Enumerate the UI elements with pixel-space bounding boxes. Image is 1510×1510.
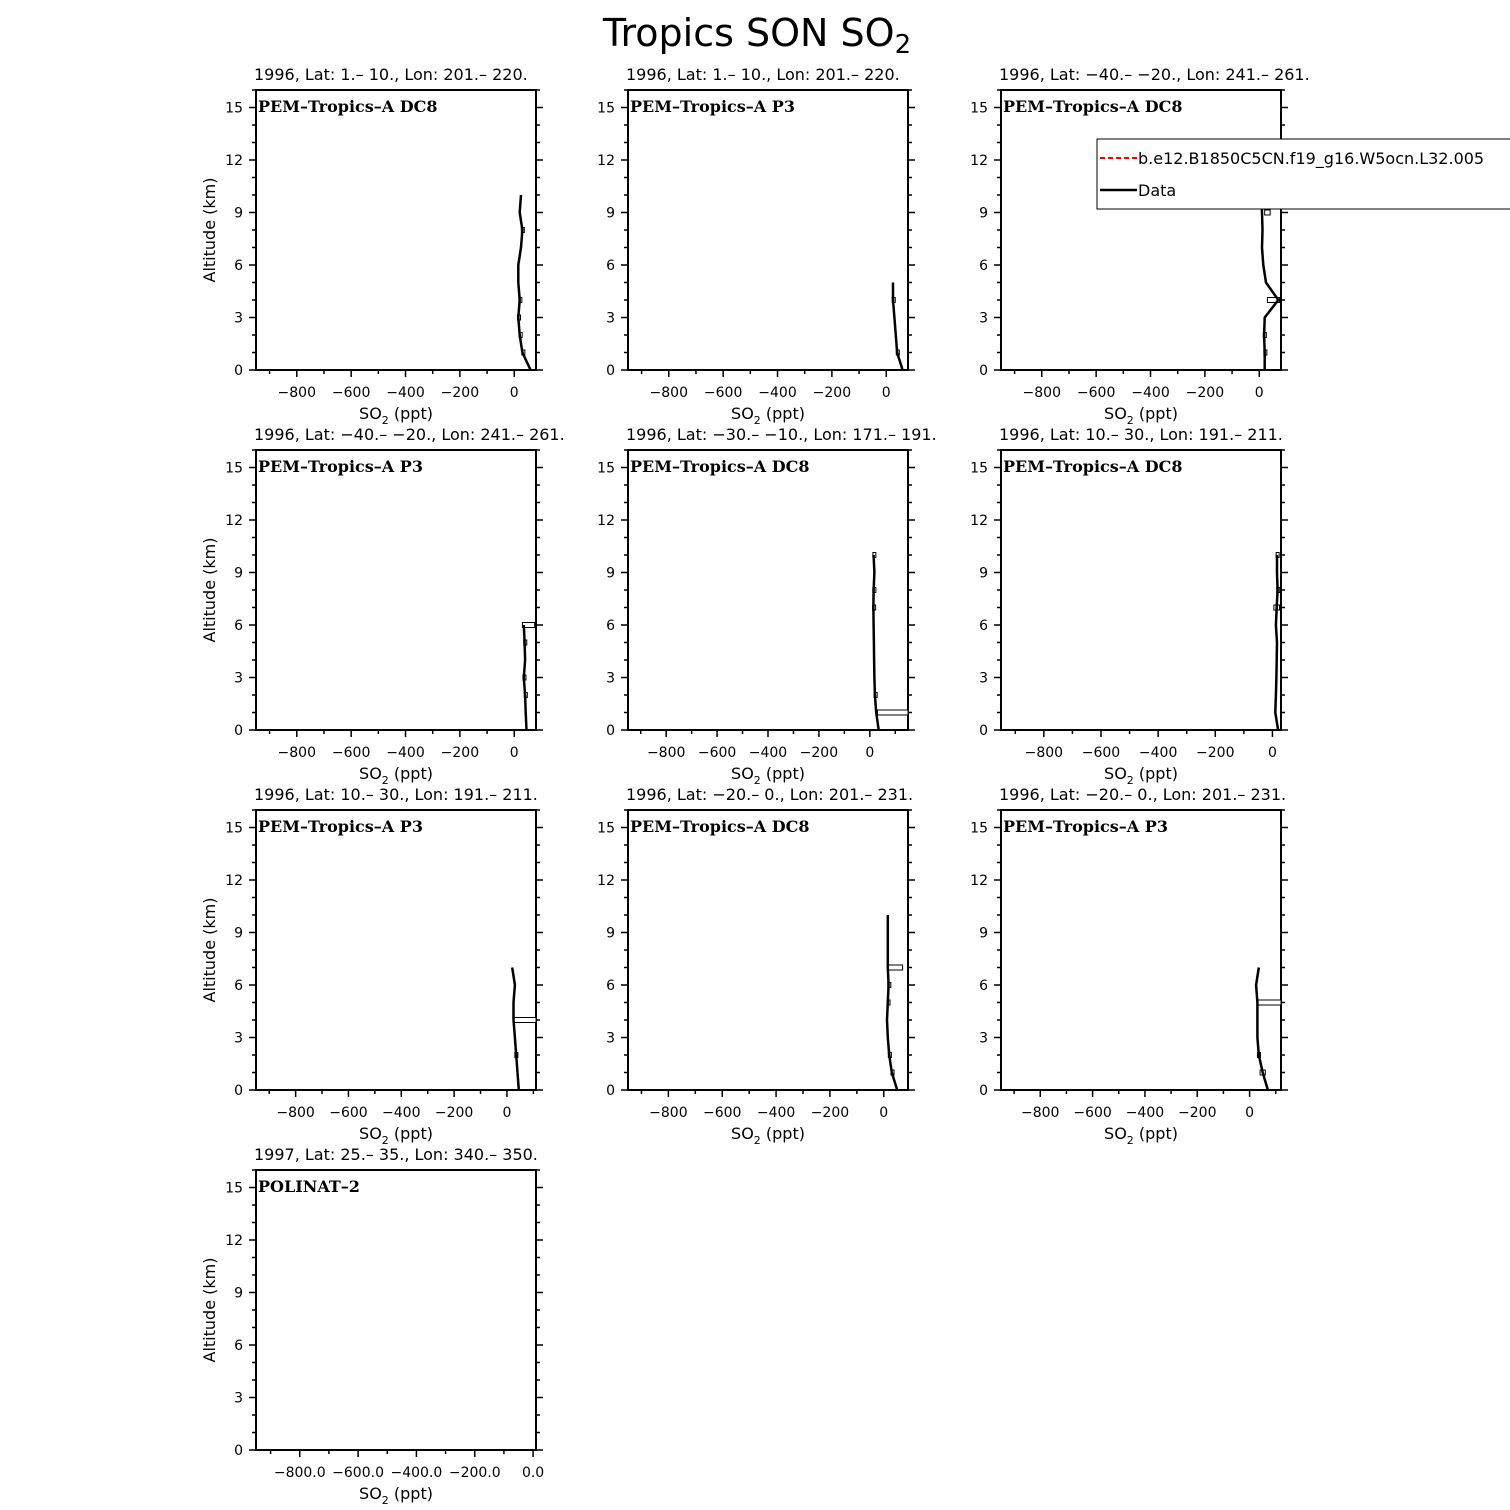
x-tick-label: 0 (1267, 745, 1277, 761)
y-tick-label: 0 (979, 1083, 988, 1099)
x-tick-label: −400 (1125, 1105, 1165, 1121)
mission-label: PEM–Tropics–A DC8 (1003, 97, 1183, 116)
legend (1097, 139, 1510, 209)
x-axis-label-unit: (ppt) (760, 404, 805, 423)
y-tick-label: 3 (606, 310, 615, 327)
panel-title: 1996, Lat: −40.– −20., Lon: 241.– 261. (999, 65, 1310, 84)
y-tick-label: 12 (225, 873, 243, 889)
x-tick-label: −200 (434, 1105, 474, 1121)
plot-frame (1001, 810, 1281, 1090)
x-axis-label (731, 1124, 805, 1147)
panel-2 (597, 65, 915, 427)
x-tick-label: −200.0 (448, 1465, 501, 1481)
x-axis-label-main: SO (1104, 1124, 1127, 1143)
x-tick-label: −200 (440, 385, 480, 401)
y-tick-label: 6 (979, 258, 988, 274)
panel-title: 1996, Lat: −20.– 0., Lon: 201.– 231. (999, 785, 1287, 804)
y-tick-label: 9 (979, 925, 988, 942)
panel-title: 1996, Lat: −30.– −10., Lon: 171.– 191. (626, 425, 937, 444)
x-axis-label-unit: (ppt) (1133, 404, 1178, 423)
x-tick-label: 0 (502, 1105, 512, 1121)
plot-frame (628, 450, 908, 730)
plot-frame (256, 90, 536, 370)
x-axis-label (1104, 404, 1178, 427)
y-tick-label: 6 (606, 618, 615, 634)
x-axis-label-main: SO (359, 404, 382, 423)
data-profile-line (1275, 555, 1278, 730)
x-tick-label: −600.0 (332, 1465, 384, 1481)
plot-frame (256, 810, 536, 1090)
plot-frame (1001, 450, 1281, 730)
panel-3 (970, 65, 1310, 427)
y-tick-label: 9 (234, 925, 243, 942)
y-tick-label: 3 (979, 1030, 988, 1047)
y-tick-label: 12 (597, 873, 615, 889)
x-tick-label: −800 (649, 385, 689, 401)
x-tick-label: −600 (703, 1105, 742, 1121)
y-tick-label: 15 (970, 820, 988, 837)
mission-label: PEM–Tropics–A P3 (258, 457, 423, 476)
x-tick-label: −200 (799, 745, 839, 761)
plot-frame (256, 1170, 536, 1450)
y-tick-label: 15 (225, 1180, 243, 1197)
mission-label: PEM–Tropics–A DC8 (630, 817, 810, 836)
plot-frame (1001, 90, 1281, 370)
x-axis-label (359, 404, 433, 427)
panel-9 (970, 785, 1288, 1147)
x-tick-label: 0.0 (521, 1465, 545, 1481)
x-tick-label: −600 (697, 745, 737, 761)
panel-7 (200, 785, 543, 1147)
y-tick-label: 0 (606, 723, 615, 739)
data-box (1257, 1000, 1281, 1005)
figure-title-subscript: 2 (894, 30, 912, 60)
mission-label: PEM–Tropics–A P3 (1003, 817, 1168, 836)
y-tick-label: 0 (979, 363, 988, 379)
y-tick-label: 3 (979, 310, 988, 327)
x-axis-label-subscript: 2 (381, 1494, 389, 1507)
y-tick-label: 6 (234, 1338, 243, 1354)
x-tick-label: −600 (331, 385, 371, 401)
figure-title-main: Tropics SON SO (602, 11, 895, 55)
panel-6 (970, 425, 1288, 787)
mission-label: PEM–Tropics–A P3 (630, 97, 795, 116)
x-tick-label: −800 (1024, 745, 1064, 761)
x-axis-label-unit: (ppt) (760, 764, 805, 783)
y-axis-label: Altitude (km) (200, 537, 219, 643)
x-tick-label: −200 (1196, 745, 1235, 761)
y-tick-label: 12 (225, 153, 243, 169)
x-tick-label: −400 (1131, 385, 1170, 401)
y-tick-label: 3 (234, 310, 243, 327)
x-axis-label-main: SO (731, 404, 754, 423)
panel-title: 1996, Lat: 1.– 10., Lon: 201.– 220. (254, 65, 528, 84)
x-axis-label-main: SO (1104, 404, 1127, 423)
y-tick-label: 9 (234, 205, 243, 222)
data-box (514, 1018, 536, 1023)
y-axis-label: Altitude (km) (200, 177, 219, 283)
y-tick-label: 0 (979, 723, 988, 739)
x-tick-label: −400.0 (390, 1465, 443, 1481)
x-axis-label-main: SO (359, 1124, 382, 1143)
y-tick-label: 6 (979, 978, 988, 994)
plot-frame (256, 450, 536, 730)
y-axis-label: Altitude (km) (200, 897, 219, 1003)
panel-1 (200, 65, 543, 427)
x-tick-label: −200 (1178, 1105, 1217, 1121)
x-tick-label: 0 (1254, 385, 1264, 401)
x-tick-label: 0 (1245, 1105, 1255, 1121)
y-tick-label: 6 (234, 618, 243, 634)
panel-title: 1997, Lat: 25.– 35., Lon: 340.– 350. (254, 1145, 538, 1164)
panel-title: 1996, Lat: 10.– 30., Lon: 191.– 211. (254, 785, 538, 804)
x-tick-label: −400 (756, 1105, 796, 1121)
y-tick-label: 15 (597, 820, 615, 837)
y-tick-label: 3 (234, 1390, 243, 1407)
x-tick-label: −600 (1076, 385, 1116, 401)
x-tick-label: −400 (382, 1105, 421, 1121)
x-axis-label (1104, 764, 1178, 787)
x-axis-label-main: SO (359, 764, 382, 783)
y-tick-label: 9 (979, 565, 988, 582)
y-tick-label: 6 (606, 258, 615, 274)
y-tick-label: 9 (234, 1285, 243, 1302)
y-tick-label: 0 (606, 363, 615, 379)
x-axis-label (359, 1484, 433, 1507)
x-axis-label (731, 404, 805, 427)
x-axis-label-unit: (ppt) (388, 1484, 433, 1503)
x-axis-label (359, 764, 433, 787)
plot-frame (628, 90, 908, 370)
x-tick-label: −200 (440, 745, 480, 761)
x-axis-label-main: SO (731, 1124, 754, 1143)
x-tick-label: −400 (386, 745, 425, 761)
x-tick-label: −200 (1185, 385, 1225, 401)
y-tick-label: 15 (970, 460, 988, 477)
y-tick-label: 6 (606, 978, 615, 994)
x-tick-label: −600 (329, 1105, 368, 1121)
x-axis-label (731, 764, 805, 787)
panel-title: 1996, Lat: 1.– 10., Lon: 201.– 220. (626, 65, 900, 84)
x-tick-label: −600 (1081, 745, 1121, 761)
y-tick-label: 0 (234, 1083, 243, 1099)
y-tick-label: 15 (225, 820, 243, 837)
x-axis-label-main: SO (1104, 764, 1127, 783)
panel-10 (200, 1145, 544, 1507)
data-box (888, 965, 903, 970)
data-profile-line (1261, 195, 1278, 370)
data-profile-line (887, 915, 897, 1090)
plot-frame (628, 810, 908, 1090)
y-tick-label: 6 (234, 258, 243, 274)
x-axis-label-subscript: 2 (753, 774, 761, 787)
x-axis-label-subscript: 2 (753, 414, 761, 427)
mission-label: PEM–Tropics–A DC8 (1003, 457, 1183, 476)
y-tick-label: 15 (597, 460, 615, 477)
x-tick-label: 0 (509, 385, 519, 401)
mission-label: PEM–Tropics–A DC8 (258, 97, 438, 116)
y-tick-label: 15 (225, 100, 243, 117)
mission-label: PEM–Tropics–A DC8 (630, 457, 810, 476)
y-tick-label: 6 (234, 978, 243, 994)
x-tick-label: −800 (1021, 1105, 1060, 1121)
y-tick-label: 15 (225, 460, 243, 477)
y-tick-label: 12 (970, 153, 988, 169)
panel-4 (200, 425, 565, 787)
x-axis-label-main: SO (731, 764, 754, 783)
y-tick-label: 9 (606, 565, 615, 582)
x-tick-label: 0 (881, 385, 891, 401)
x-axis-label-unit: (ppt) (1133, 1124, 1178, 1143)
y-tick-label: 15 (970, 100, 988, 117)
x-tick-label: −200 (812, 385, 852, 401)
x-axis-label-subscript: 2 (1126, 774, 1134, 787)
y-tick-label: 12 (970, 513, 988, 529)
y-tick-label: 0 (234, 723, 243, 739)
x-tick-label: −800 (277, 745, 317, 761)
panel-title: 1996, Lat: 10.– 30., Lon: 191.– 211. (999, 425, 1283, 444)
y-tick-label: 3 (979, 670, 988, 687)
x-tick-label: 0 (509, 745, 519, 761)
y-tick-label: 3 (606, 1030, 615, 1047)
x-axis-label-unit: (ppt) (388, 1124, 433, 1143)
y-tick-label: 15 (597, 100, 615, 117)
panels (200, 65, 1310, 1507)
y-tick-label: 12 (225, 1233, 243, 1249)
data-profile-line (512, 968, 519, 1091)
panel-8 (597, 785, 915, 1147)
y-tick-label: 9 (979, 205, 988, 222)
x-tick-label: −800 (1022, 385, 1062, 401)
x-axis-label-unit: (ppt) (760, 1124, 805, 1143)
legend-label-data: Data (1138, 181, 1177, 200)
x-tick-label: 0 (865, 745, 875, 761)
x-axis-label-unit: (ppt) (388, 404, 433, 423)
x-axis-label-subscript: 2 (1126, 1134, 1134, 1147)
x-tick-label: 0 (879, 1105, 889, 1121)
x-tick-label: −600 (703, 385, 743, 401)
x-tick-label: −200 (810, 1105, 850, 1121)
mission-label: PEM–Tropics–A P3 (258, 817, 423, 836)
panel-5 (597, 425, 937, 787)
y-tick-label: 9 (606, 205, 615, 222)
x-tick-label: −800 (646, 745, 686, 761)
y-tick-label: 12 (597, 513, 615, 529)
x-axis-label-subscript: 2 (753, 1134, 761, 1147)
x-tick-label: −400 (748, 745, 788, 761)
x-tick-label: −800 (276, 1105, 315, 1121)
figure-title (602, 11, 911, 60)
x-axis-label-unit: (ppt) (388, 764, 433, 783)
x-tick-label: −400 (1138, 745, 1178, 761)
x-tick-label: −600 (1073, 1105, 1112, 1121)
x-axis-label (1104, 1124, 1178, 1147)
x-axis-label-unit: (ppt) (1133, 764, 1178, 783)
x-tick-label: −400 (758, 385, 797, 401)
legend-label-model: b.e12.B1850C5CN.f19_g16.W5ocn.L32.005 (1138, 149, 1485, 168)
mission-label: POLINAT–2 (258, 1177, 360, 1196)
x-axis-label-main: SO (359, 1484, 382, 1503)
x-tick-label: −800.0 (273, 1465, 326, 1481)
y-tick-label: 12 (597, 153, 615, 169)
y-tick-label: 0 (234, 363, 243, 379)
panel-title: 1996, Lat: −20.– 0., Lon: 201.– 231. (626, 785, 914, 804)
panel-title: 1996, Lat: −40.– −20., Lon: 241.– 261. (254, 425, 565, 444)
data-profile-line (873, 555, 878, 730)
x-axis-label (359, 1124, 433, 1147)
x-axis-label-subscript: 2 (1126, 414, 1134, 427)
x-tick-label: −400 (386, 385, 425, 401)
y-tick-label: 6 (979, 618, 988, 634)
y-tick-label: 3 (606, 670, 615, 687)
data-box (1265, 210, 1270, 215)
x-axis-label-subscript: 2 (381, 1134, 389, 1147)
y-tick-label: 9 (234, 565, 243, 582)
y-axis-label: Altitude (km) (200, 1257, 219, 1363)
y-tick-label: 0 (606, 1083, 615, 1099)
x-axis-label-subscript: 2 (381, 414, 389, 427)
x-axis-label-subscript: 2 (381, 774, 389, 787)
x-tick-label: −600 (331, 745, 371, 761)
y-tick-label: 9 (606, 925, 615, 942)
x-tick-label: −800 (649, 1105, 688, 1121)
data-profile-line (1256, 968, 1268, 1091)
y-tick-label: 3 (234, 1030, 243, 1047)
data-profile-line (893, 283, 903, 371)
data-box (877, 710, 908, 715)
data-profile-line (518, 195, 530, 370)
y-tick-label: 12 (970, 873, 988, 889)
y-tick-label: 0 (234, 1443, 243, 1459)
x-tick-label: −800 (277, 385, 317, 401)
y-tick-label: 3 (234, 670, 243, 687)
y-tick-label: 12 (225, 513, 243, 529)
